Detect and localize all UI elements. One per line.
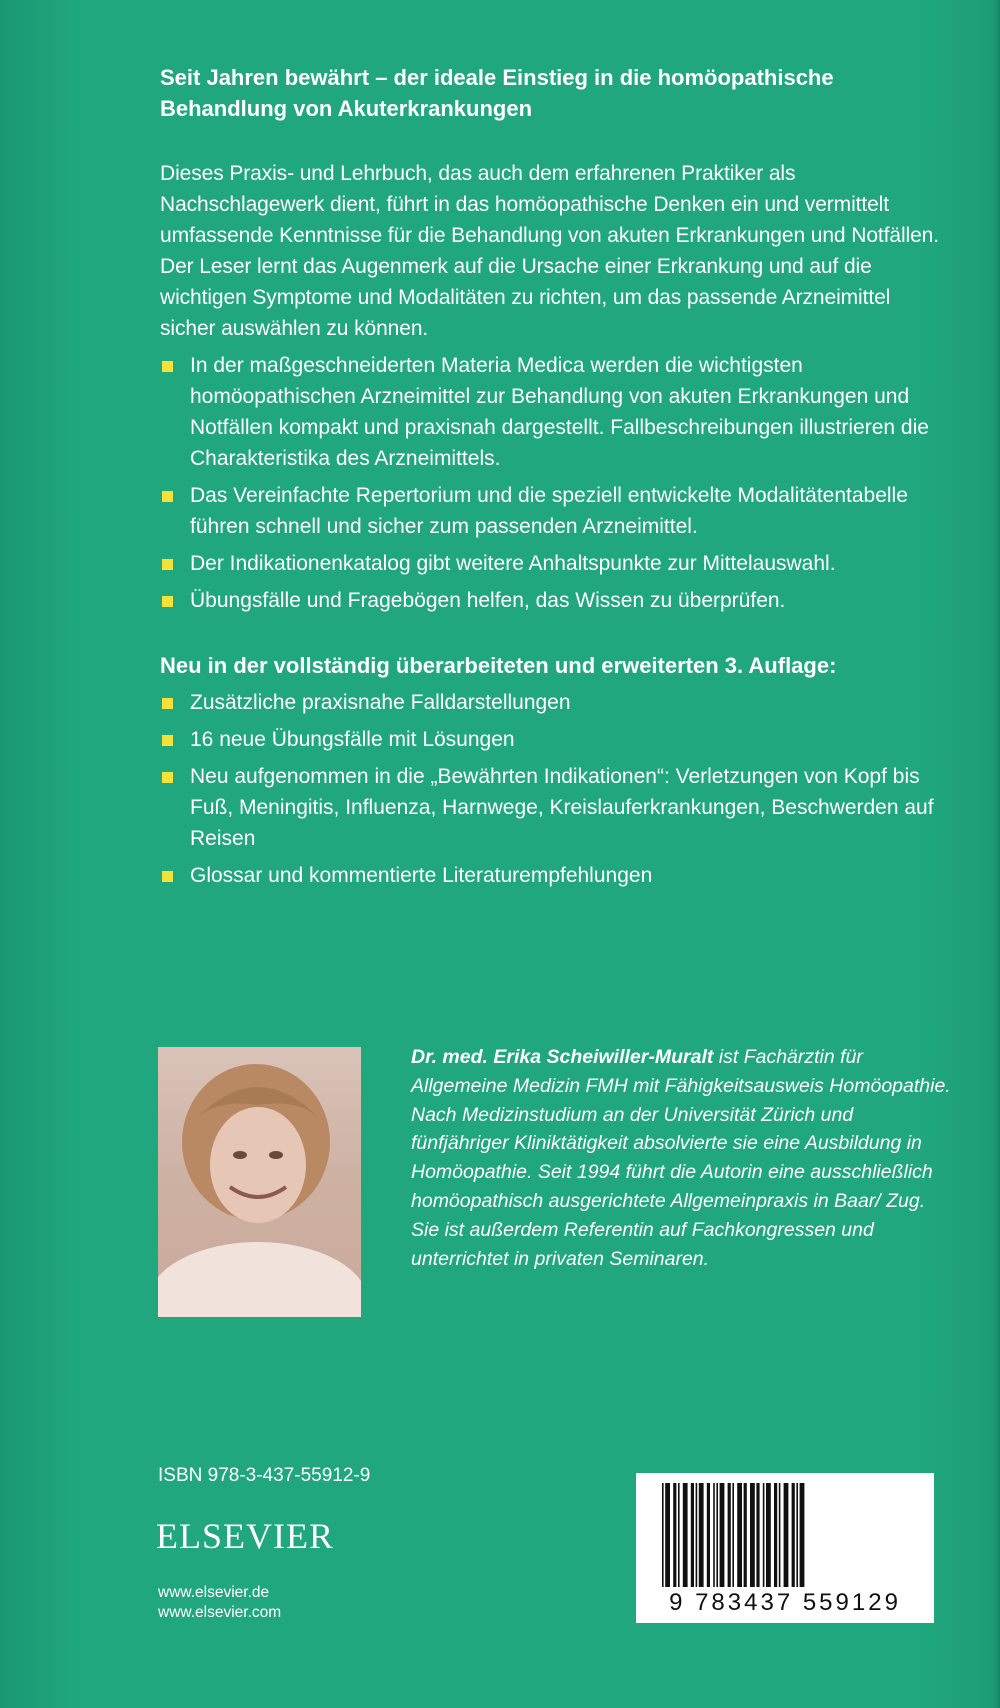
square-bullet-icon (162, 871, 173, 882)
square-bullet-icon (162, 735, 173, 746)
barcode-bar (665, 1483, 670, 1587)
list-item: Glossar und kommentierte Literaturempfehlungen (160, 860, 940, 891)
barcode-bar (720, 1483, 725, 1587)
list-item: Zusätzliche praxisnahe Falldarstellungen (160, 687, 940, 718)
headline: Seit Jahren bewährt – der ideale Einstieg in die homöopathische Behandlung von Akuterkrankungen (160, 65, 834, 121)
cover-edge (992, 0, 1000, 1708)
barcode-bar (699, 1483, 704, 1587)
isbn: ISBN 978-3-437-55912-9 (158, 1465, 371, 1486)
new-edition-heading: Neu in der vollständig überarbeiteten und erweiterten 3. Auflage: (160, 653, 837, 678)
square-bullet-icon (162, 559, 173, 570)
blurb (160, 62, 940, 897)
publisher-logo: ELSEVIER (156, 1516, 334, 1556)
barcode-bar (713, 1483, 715, 1587)
intro-paragraph-2: Der Leser lernt das Augenmerk auf die Ursache einer Erkrankung und auf die wichtigen Symptome und Modalitäten zu richten, um das passende Arzneimittel sicher auswählen zu können. (160, 255, 891, 340)
author-name: Dr. med. Erika Scheiwiller-Muralt (411, 1046, 714, 1068)
barcode-bar (683, 1483, 688, 1587)
barcode-bar (678, 1483, 680, 1587)
barcode-bar (792, 1483, 795, 1587)
barcode-bar (744, 1483, 747, 1587)
square-bullet-icon (162, 698, 173, 709)
barcode-bar (691, 1483, 694, 1587)
author-bio (411, 1043, 951, 1273)
barcode-bar (800, 1483, 805, 1587)
list-item: In der maßgeschneiderten Materia Medica werden die wichtigsten homöopathischen Arzneimittel zur Behandlung von akuten Erkrankungen und Notfällen kompakt und praxisnah dargestellt. Fallbeschreibungen illustrieren die Charakteristika des Arzneimittels. (160, 350, 940, 474)
barcode-bar (784, 1483, 789, 1587)
square-bullet-icon (162, 596, 173, 607)
list-item: Neu aufgenommen in die „Bewährten Indikationen“: Verletzungen von Kopf bis Fuß, Meningitis, Influenza, Harnwege, Kreislauferkrankungen, Beschwerden auf Reisen (160, 761, 940, 854)
list-item: Übungsfälle und Fragebögen helfen, das Wissen zu überprüfen. (160, 585, 940, 616)
website-com: www.elsevier.com (158, 1604, 282, 1621)
barcode (636, 1473, 934, 1623)
barcode-bar (763, 1483, 765, 1587)
square-bullet-icon (162, 491, 173, 502)
new-edition-list (160, 687, 940, 891)
list-item: Der Indikationenkatalog gibt weitere Anhaltspunkte zur Mittelauswahl. (160, 548, 940, 579)
square-bullet-icon (162, 361, 173, 372)
intro-paragraph-1: Dieses Praxis- und Lehrbuch, das auch dem erfahrenen Praktiker als Nachschlagewerk dient, führt in das homöopathische Denken ein und vermittelt umfassende Kenntnisse für die Behandlung von akuten Erkrankungen und Notfällen. (160, 162, 939, 247)
author-portrait-icon (158, 1047, 361, 1317)
barcode-bar (750, 1483, 755, 1587)
barcode-bar (737, 1483, 742, 1587)
barcode-bar (732, 1483, 734, 1587)
barcode-bar (774, 1483, 777, 1587)
square-bullet-icon (162, 772, 173, 783)
list-item: Das Vereinfachte Repertorium und die speziell entwickelte Modalitätentabelle führen schnell und sicher zum passenden Arzneimittel. (160, 480, 940, 542)
barcode-bar (728, 1483, 731, 1587)
barcode-bar (707, 1483, 710, 1587)
author-bio-text: ist Fachärztin für Allgemeine Medizin FMH mit Fähigkeitsausweis Homöopathie. Nach Medizinstudium an der Universität Zürich und fünfjähriger Kliniktätigkeit absolvierte sie eine Ausbildung in Homöopathie. Seit 1994 führt die Autorin eine ausschließlich homöopathisch ausgerichtete Allgemeinpraxis in Baar/ Zug. Sie ist außerdem Referentin auf Fachkongressen und unterrichtet in privaten Seminaren. (411, 1046, 951, 1270)
feature-list (160, 350, 940, 616)
list-item: 16 neue Übungsfälle mit Lösungen (160, 724, 940, 755)
barcode-bar (662, 1483, 664, 1587)
barcode-bar (779, 1483, 781, 1587)
websites (158, 1583, 281, 1623)
barcode-bar (696, 1483, 698, 1587)
barcode-bar (756, 1483, 759, 1587)
website-de: www.elsevier.de (158, 1584, 270, 1601)
barcode-digits: 9 783437 559129 (669, 1589, 901, 1616)
author-photo (158, 1047, 361, 1317)
barcode-bar (796, 1483, 798, 1587)
barcode-icon (636, 1473, 934, 1593)
barcode-bar (716, 1483, 718, 1587)
barcode-bar (673, 1483, 676, 1587)
barcode-bar (766, 1483, 771, 1587)
